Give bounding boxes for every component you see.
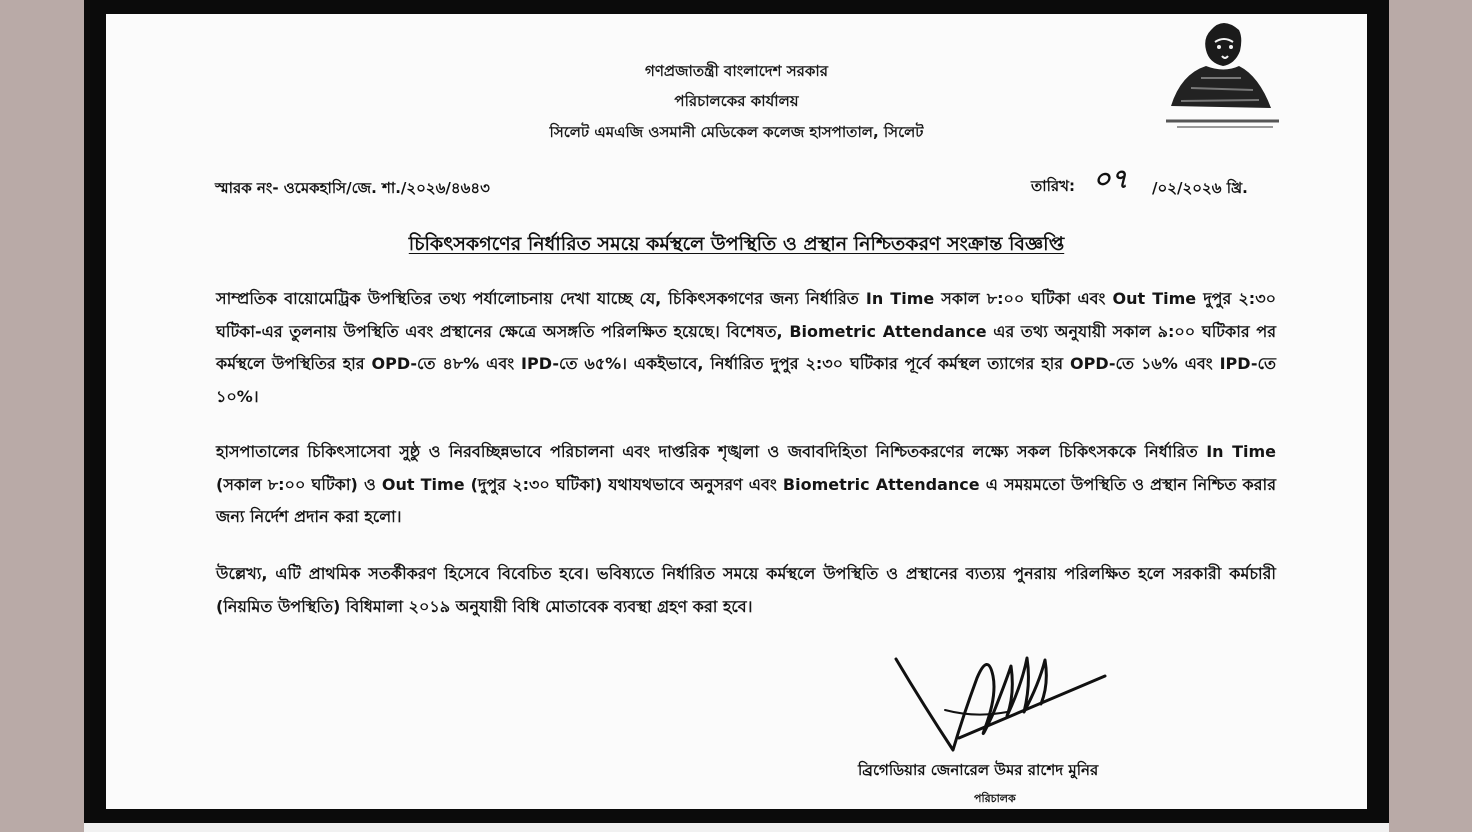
header-government: গণপ্রজাতন্ত্রী বাংলাদেশ সরকার [645, 62, 828, 80]
portrait-icon [1161, 18, 1281, 130]
paragraph-2: হাসপাতালের চিকিৎসাসেবা সুষ্ঠু ও নিরবচ্ছিন্নভাবে পরিচালনা এবং দাপ্তরিক শৃঙ্খলা ও জবাবদিহিতা নিশ্চিতকরণের লক্ষ্যে সকল চিকিৎসককে নির্ধারিত In Time (সকাল ৮:০০ ঘটিকা) ও Out Time (দুপুর ২:৩০ ঘটিকা) যথাযথভাবে অনুসরণ এবং Biometric Attendance এ সময়মতো উপস্থিতি ও প্রস্থান নিশ্চিত করার জন্য নির্দেশ প্রদান করা হলো। [216, 442, 1276, 526]
date-day-handwritten: ০৭ [1093, 164, 1129, 195]
paragraph-1: সাম্প্রতিক বায়োমেট্রিক উপস্থিতির তথ্য পর্যালোচনায় দেখা যাচ্ছে যে, চিকিৎসকগণের জন্য নির্ধারিত In Time সকাল ৮:০০ ঘটিকা এবং Out Time দুপুর ২:৩০ ঘটিকা-এর তুলনায় উপস্থিতি এবং প্রস্থানের ক্ষেত্রে অসঙ্গতি পরিলক্ষিত হয়েছে। বিশেষত, Biometric Attendance এর তথ্য অনুযায়ী সকাল ৯:০০ ঘটিকার পর কর্মস্থলে উপস্থিতির হার OPD-তে ৪৮% এবং IPD-তে ৬৫%। একইভাবে, নির্ধারিত দুপুর ২:৩০ ঘটিকার পূর্বে কর্মস্থল ত্যাগের হার OPD-তে ১৬% এবং IPD-তে ১০%। [216, 289, 1276, 406]
notice-subject: চিকিৎসকগণের নির্ধারিত সময়ে কর্মস্থলে উপস্থিতি ও প্রস্থান নিশ্চিতকরণ সংক্রান্ত বিজ্ঞপ্তি [408, 233, 1065, 255]
header-hospital: সিলেট এমএজি ওসমানী মেডিকেল কলেজ হাসপাতাল, সিলেট [549, 123, 924, 141]
date-label: তারিখ: [1031, 177, 1075, 195]
signature-icon [889, 642, 1109, 754]
notice-document [106, 14, 1367, 809]
signatory-name: ব্রিগেডিয়ার জেনারেল উমর রাশেদ মুনির [858, 761, 1099, 779]
bottom-strip [84, 823, 1389, 832]
header-office: পরিচালকের কার্যালয় [674, 92, 799, 110]
signatory-title: পরিচালক [974, 792, 1016, 805]
date-rest: /০২/২০২৬ খ্রি. [1152, 179, 1248, 197]
memo-number: স্মারক নং- ওমেকহাসি/জে. শা./২০২৬/৪৬৪৩ [215, 179, 490, 197]
paragraph-3: উল্লেখ্য, এটি প্রাথমিক সতর্কীকরণ হিসেবে বিবেচিত হবে। ভবিষ্যতে নির্ধারিত সময়ে কর্মস্থলে উপস্থিতি ও প্রস্থানের ব্যত্যয় পুনরায় পরিলক্ষিত হলে সরকারী কর্মচারী (নিয়মিত উপস্থিতি) বিধিমালা ২০১৯ অনুযায়ী বিধি মোতাবেক ব্যবস্থা গ্রহণ করা হবে। [216, 564, 1276, 616]
